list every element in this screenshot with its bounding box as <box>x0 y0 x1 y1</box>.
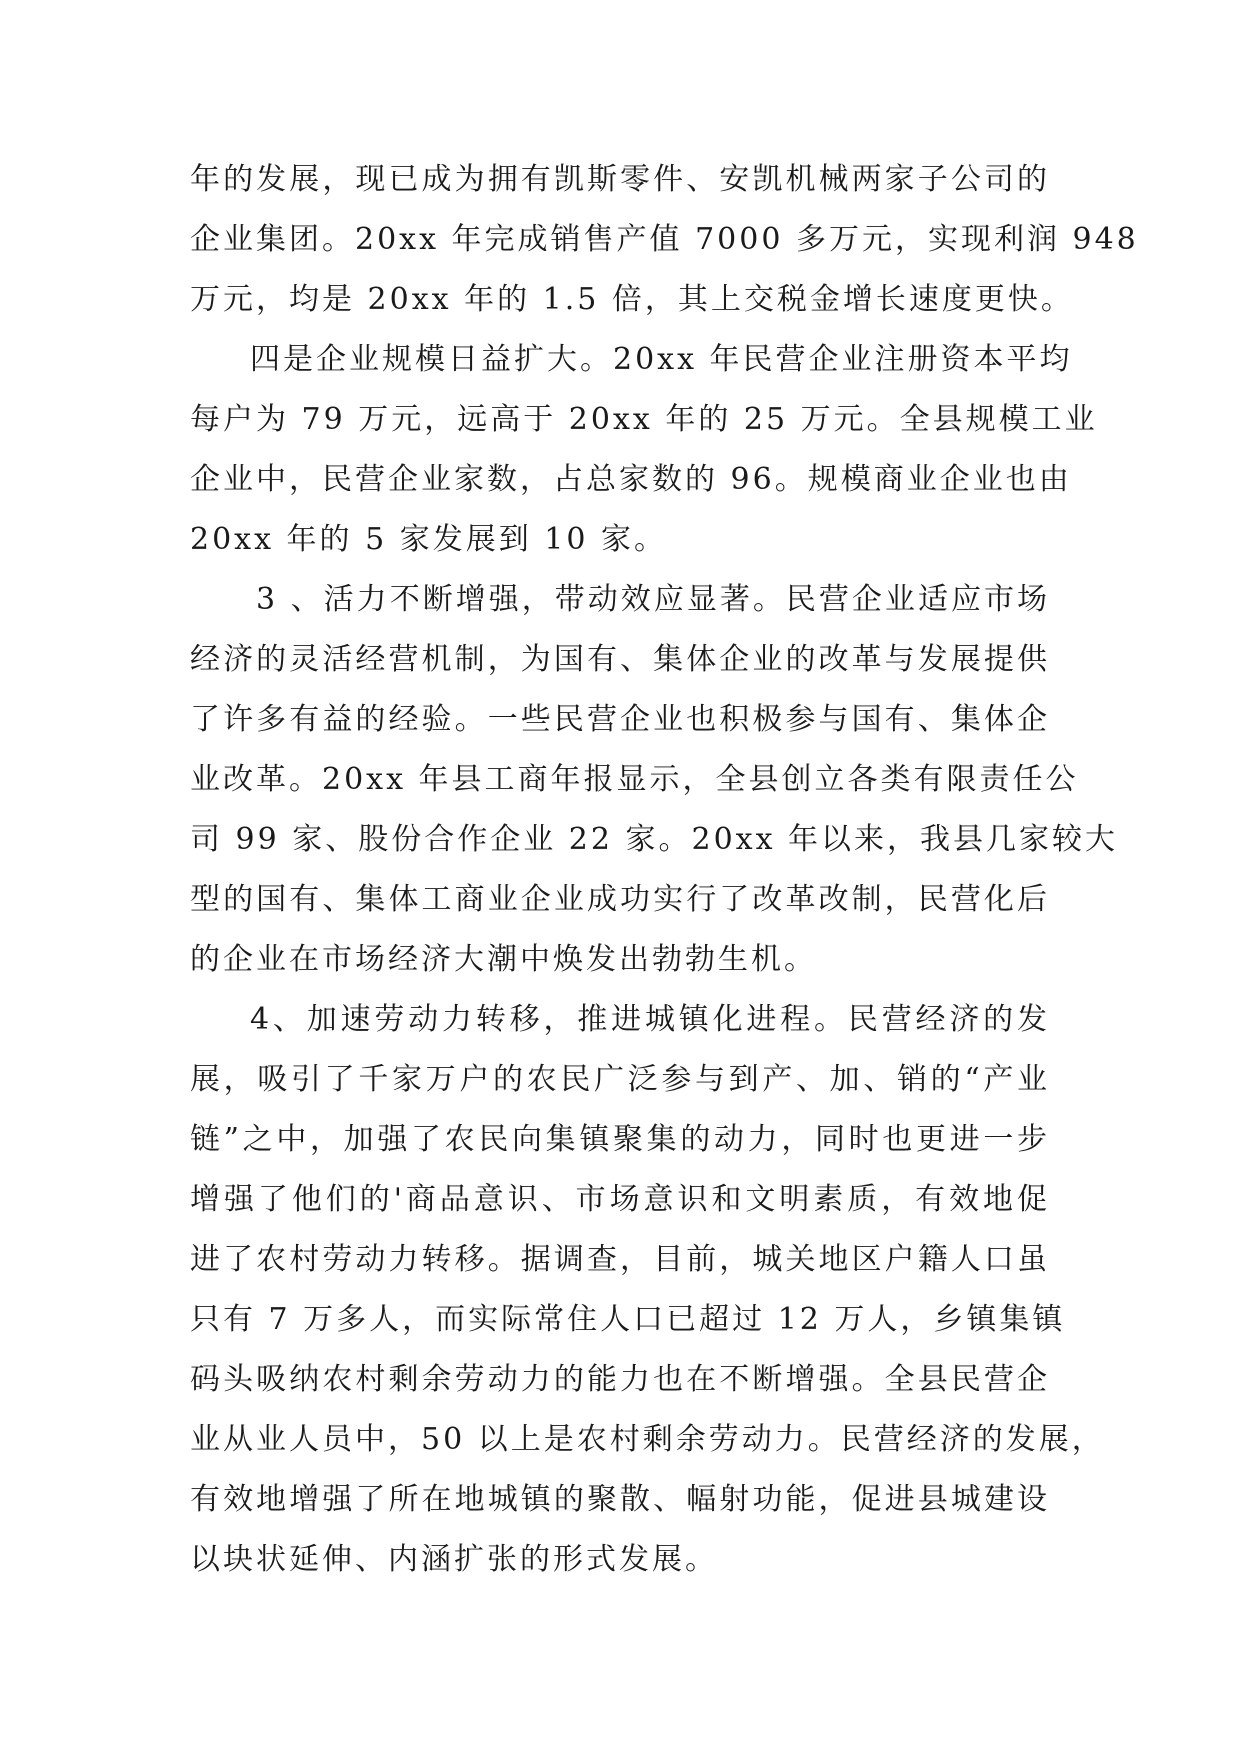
paragraph-line: 型的国有、集体工商业企业成功实行了改革改制，民营化后 <box>190 882 1050 917</box>
paragraph-line: 20xx 年的 5 家发展到 10 家。 <box>190 522 667 557</box>
paragraph-line: 4、加速劳动力转移，推进城镇化进程。民营经济的发 <box>250 1002 1050 1037</box>
paragraph-line: 增强了他们的'商品意识、市场意识和文明素质，有效地促 <box>190 1182 1050 1217</box>
paragraph-line: 业从业人员中，50 以上是农村剩余劳动力。民营经济的发展， <box>190 1422 1105 1457</box>
document-body <box>190 150 1139 1590</box>
paragraph-line: 只有 7 万多人，而实际常住人口已超过 12 万人，乡镇集镇 <box>190 1302 1066 1337</box>
paragraph-2 <box>190 330 1098 570</box>
paragraph-line: 以块状延伸、内涵扩张的形式发展。 <box>190 1542 718 1577</box>
paragraph-line: 每户为 79 万元，远高于 20xx 年的 25 万元。全县规模工业 <box>190 402 1098 437</box>
paragraph-line: 的企业在市场经济大潮中焕发出勃勃生机。 <box>190 942 817 977</box>
paragraph-line: 万元，均是 20xx 年的 1.5 倍，其上交税金增长速度更快。 <box>190 282 1074 317</box>
paragraph-line: 司 99 家、股份合作企业 22 家。20xx 年以来，我县几家较大 <box>190 822 1119 857</box>
paragraph-line: 有效地增强了所在地城镇的聚散、幅射功能，促进县城建设 <box>190 1482 1050 1517</box>
paragraph-line: 了许多有益的经验。一些民营企业也积极参与国有、集体企 <box>190 702 1050 737</box>
paragraph-line: 码头吸纳农村剩余劳动力的能力也在不断增强。全县民营企 <box>190 1362 1050 1397</box>
paragraph-line: 进了农村劳动力转移。据调查，目前，城关地区户籍人口虽 <box>190 1242 1050 1277</box>
paragraph-line: 展，吸引了千家万户的农民广泛参与到产、加、销的“产业 <box>190 1062 1050 1097</box>
paragraph-line: 四是企业规模日益扩大。20xx 年民营企业注册资本平均 <box>250 342 1073 377</box>
paragraph-4 <box>190 990 1105 1590</box>
paragraph-line: 企业集团。20xx 年完成销售产值 7000 多万元，实现利润 948 <box>190 222 1139 257</box>
paragraph-line: 业改革。20xx 年县工商年报显示，全县创立各类有限责任公 <box>190 762 1079 797</box>
paragraph-3 <box>190 570 1119 990</box>
paragraph-line: 3 、活力不断增强，带动效应显著。民营企业适应市场 <box>256 582 1050 617</box>
paragraph-line: 企业中，民营企业家数，占总家数的 96。规模商业企业也由 <box>190 462 1072 497</box>
paragraph-line: 年的发展，现已成为拥有凯斯零件、安凯机械两家子公司的 <box>190 162 1050 197</box>
paragraph-1 <box>190 150 1139 330</box>
paragraph-line: 经济的灵活经营机制，为国有、集体企业的改革与发展提供 <box>190 642 1050 677</box>
paragraph-line: 链”之中，加强了农民向集镇聚集的动力，同时也更进一步 <box>190 1122 1050 1157</box>
